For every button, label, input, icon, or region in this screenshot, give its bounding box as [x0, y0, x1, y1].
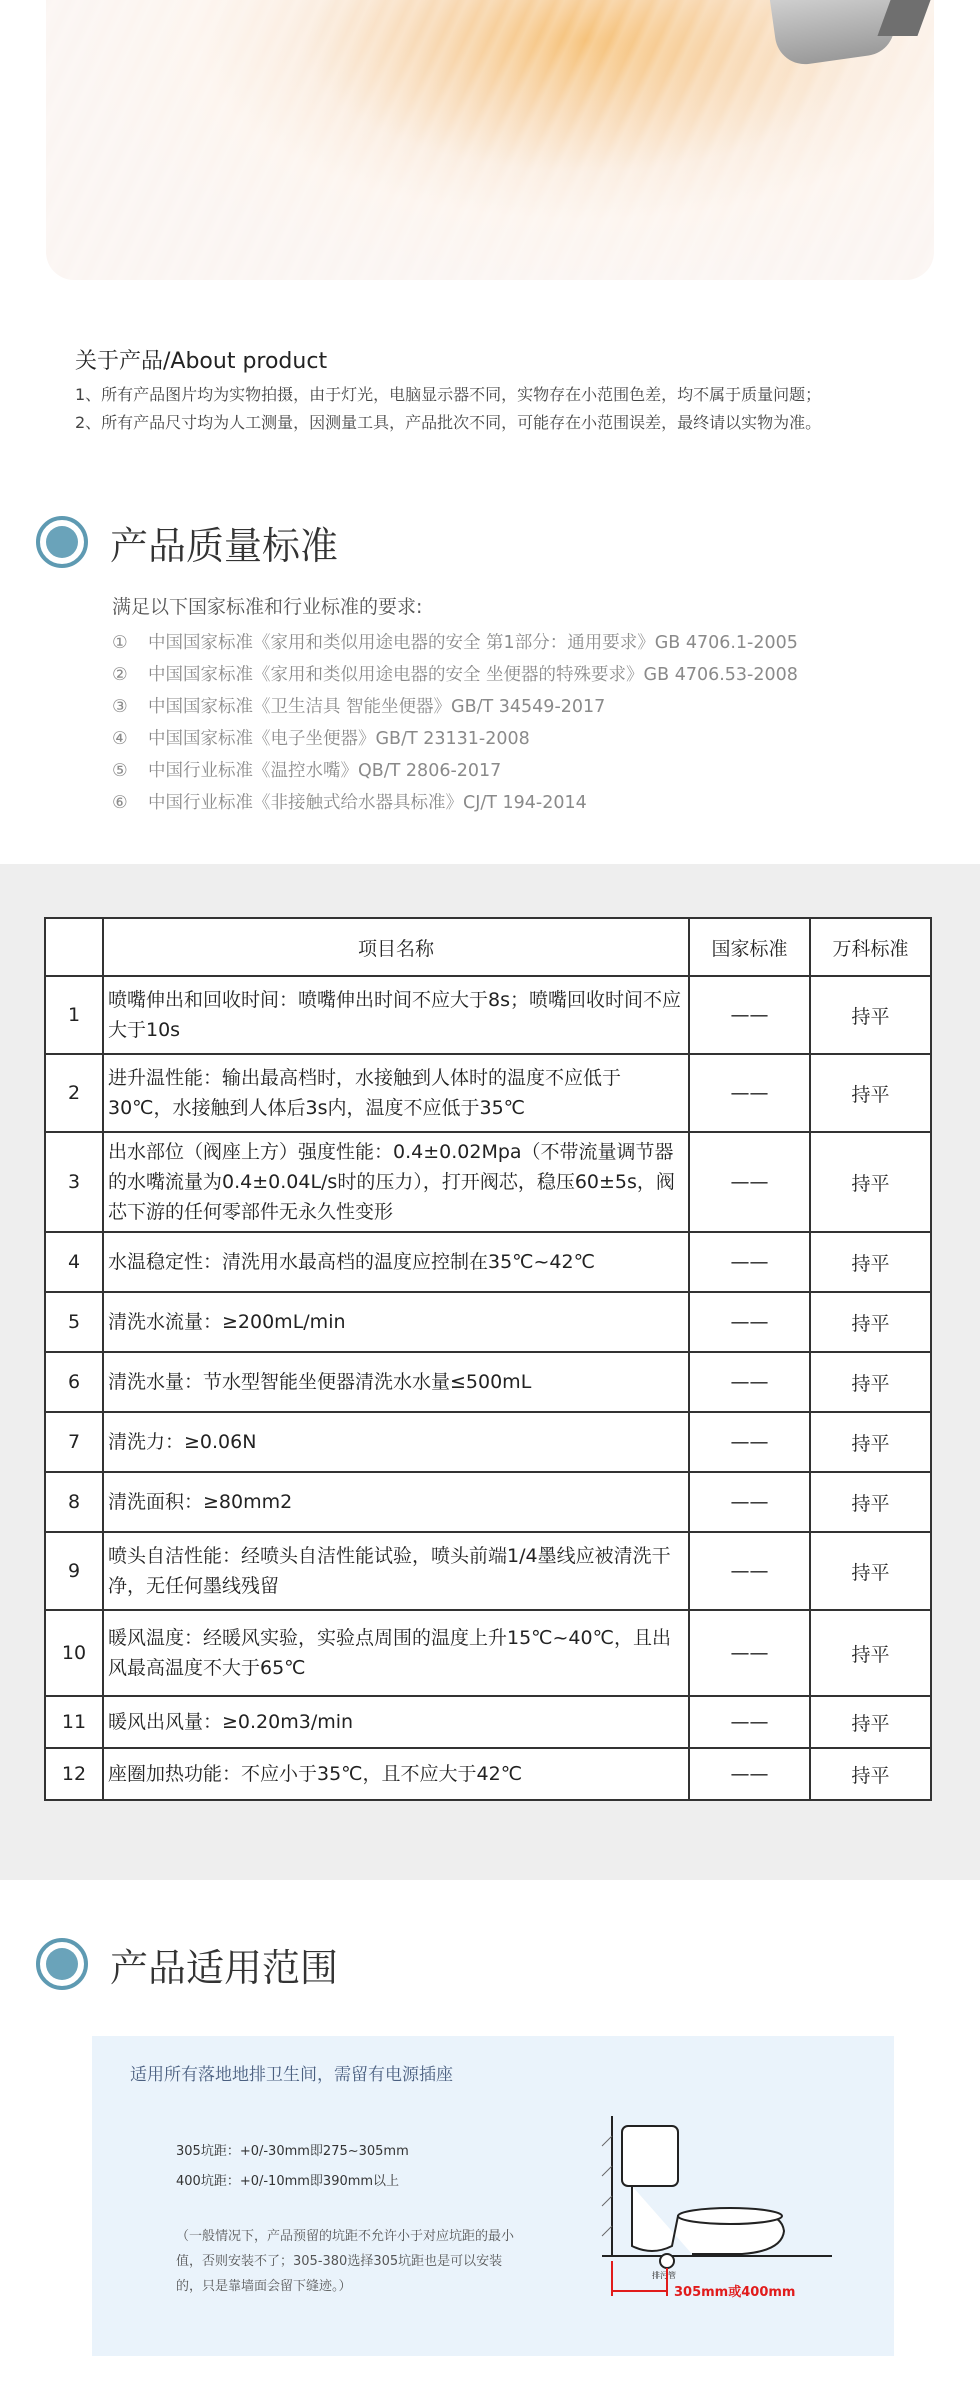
table-row: [45, 1532, 931, 1610]
section-ring-icon: [36, 516, 88, 568]
row-item-name: 进升温性能：输出最高档时，水接触到人体时的温度不应低于30℃，水接触到人体后3s内，温度不应低于35℃: [103, 1054, 689, 1132]
row-national-standard: ——: [689, 1412, 810, 1472]
standard-text: 中国国家标准《电子坐便器》GB/T 23131-2008: [148, 729, 530, 749]
row-vanke-standard: 持平: [810, 1610, 931, 1696]
row-number: 5: [45, 1292, 103, 1352]
tank-shape: [622, 2126, 678, 2186]
table-row: [45, 1292, 931, 1352]
row-vanke-standard: 持平: [810, 1292, 931, 1352]
table-row: [45, 1232, 931, 1292]
scope-305-line: 305坑距：+0/-30mm即275~305mm: [176, 2144, 409, 2159]
standard-item: [112, 627, 932, 659]
standard-number: ④: [112, 729, 128, 749]
row-national-standard: ——: [689, 1472, 810, 1532]
row-number: 12: [45, 1748, 103, 1800]
row-national-standard: ——: [689, 1132, 810, 1232]
scope-heading: 产品适用范围: [110, 1945, 339, 1990]
standard-item: [112, 755, 932, 787]
about-title: 关于产品/About product: [75, 349, 328, 374]
row-national-standard: ——: [689, 1748, 810, 1800]
table-row: [45, 1748, 931, 1800]
standard-number: ③: [112, 697, 128, 717]
row-item-name: 清洗水流量：≥200mL/min: [103, 1292, 689, 1352]
row-item-name: 暖风温度：经暖风实验，实验点周围的温度上升15℃~40℃，且出风最高温度不大于65℃: [103, 1610, 689, 1696]
row-vanke-standard: 持平: [810, 1232, 931, 1292]
standard-item: [112, 691, 932, 723]
row-national-standard: ——: [689, 1696, 810, 1748]
quality-heading: 产品质量标准: [110, 523, 339, 568]
row-number: 8: [45, 1472, 103, 1532]
standards-lead: 满足以下国家标准和行业标准的要求:: [112, 596, 423, 618]
hero-image: [46, 0, 934, 280]
standard-item: [112, 723, 932, 755]
row-national-standard: ——: [689, 1610, 810, 1696]
row-vanke-standard: 持平: [810, 1054, 931, 1132]
row-vanke-standard: 持平: [810, 1748, 931, 1800]
row-vanke-standard: 持平: [810, 1412, 931, 1472]
row-vanke-standard: 持平: [810, 976, 931, 1054]
row-vanke-standard: 持平: [810, 1696, 931, 1748]
header-name: 项目名称: [103, 918, 689, 976]
standard-item: [112, 659, 932, 691]
spec-table-area: [0, 864, 980, 1880]
standard-number: ⑤: [112, 761, 128, 781]
row-national-standard: ——: [689, 1532, 810, 1610]
header-vanke: 万科标准: [810, 918, 931, 976]
row-vanke-standard: 持平: [810, 1532, 931, 1610]
scope-panel: [92, 2036, 894, 2356]
row-item-name: 暖风出风量：≥0.20m3/min: [103, 1696, 689, 1748]
header-no: [45, 918, 103, 976]
table-row: [45, 1054, 931, 1132]
table-row: [45, 1352, 931, 1412]
row-item-name: 座圈加热功能：不应小于35℃，且不应大于42℃: [103, 1748, 689, 1800]
row-number: 1: [45, 976, 103, 1054]
standards-list: [112, 592, 932, 819]
standard-text: 中国国家标准《家用和类似用途电器的安全 坐便器的特殊要求》GB 4706.53-2008: [148, 665, 798, 685]
standard-number: ②: [112, 665, 128, 685]
table-row: [45, 1132, 931, 1232]
row-item-name: 喷头自洁性能：经喷头自洁性能试验，喷头前端1/4墨线应被清洗干净，无任何墨线残留: [103, 1532, 689, 1610]
row-item-name: 水温稳定性：清洗用水最高档的温度应控制在35℃~42℃: [103, 1232, 689, 1292]
row-vanke-standard: 持平: [810, 1132, 931, 1232]
row-national-standard: ——: [689, 1292, 810, 1352]
row-item-name: 喷嘴伸出和回收时间：喷嘴伸出时间不应大于8s；喷嘴回收时间不应大于10s: [103, 976, 689, 1054]
section-ring-icon: [36, 1938, 88, 1990]
row-national-standard: ——: [689, 976, 810, 1054]
spec-table: [44, 917, 932, 1801]
table-header-row: [45, 918, 931, 976]
drain-pipe: [660, 2254, 674, 2268]
about-line-2: 2、所有产品尺寸均为人工测量，因测量工具，产品批次不同，可能存在小范围误差，最终请以实物为准。: [75, 413, 822, 432]
about-product: [75, 344, 935, 437]
about-line-1: 1、所有产品图片均为实物拍摄，由于灯光，电脑显示器不同，实物存在小范围色差，均不属于质量问题；: [75, 385, 822, 404]
row-item-name: 出水部位（阀座上方）强度性能：0.4±0.02Mpa（不带流量调节器的水嘴流量为0.4±0.04L/s时的压力），打开阀芯，稳压60±5s，阀芯下游的任何零部件无永久性变形: [103, 1132, 689, 1232]
row-number: 11: [45, 1696, 103, 1748]
toilet-diagram: [592, 2106, 842, 2306]
standard-number: ⑥: [112, 793, 128, 813]
table-row: [45, 1610, 931, 1696]
standard-text: 中国行业标准《温控水嘴》QB/T 2806-2017: [148, 761, 502, 781]
table-row: [45, 1412, 931, 1472]
row-number: 2: [45, 1054, 103, 1132]
row-number: 9: [45, 1532, 103, 1610]
scope-400-line: 400坑距：+0/-10mm即390mm以上: [176, 2174, 400, 2189]
dimension-label: 305mm或400mm: [674, 2285, 796, 2300]
row-item-name: 清洗面积：≥80mm2: [103, 1472, 689, 1532]
header-national: 国家标准: [689, 918, 810, 976]
scope-subhead: 适用所有落地地排卫生间，需留有电源插座: [130, 2065, 453, 2085]
standard-text: 中国国家标准《家用和类似用途电器的安全 第1部分：通用要求》GB 4706.1-2005: [148, 633, 798, 653]
row-number: 4: [45, 1232, 103, 1292]
row-item-name: 清洗水量：节水型智能坐便器清洗水水量≤500mL: [103, 1352, 689, 1412]
row-national-standard: ——: [689, 1352, 810, 1412]
standard-number: ①: [112, 633, 128, 653]
row-national-standard: ——: [689, 1232, 810, 1292]
row-number: 3: [45, 1132, 103, 1232]
scope-section-header: [36, 1936, 338, 1992]
row-vanke-standard: 持平: [810, 1472, 931, 1532]
pipe-label: 排污管: [652, 2271, 676, 2280]
row-number: 7: [45, 1412, 103, 1472]
row-number: 10: [45, 1610, 103, 1696]
quality-section-header: [36, 514, 338, 570]
row-item-name: 清洗力：≥0.06N: [103, 1412, 689, 1472]
wall-hatch: [602, 2136, 612, 2236]
standard-text: 中国行业标准《非接触式给水器具标准》CJ/T 194-2014: [148, 793, 587, 813]
row-number: 6: [45, 1352, 103, 1412]
standard-text: 中国国家标准《卫生洁具 智能坐便器》GB/T 34549-2017: [148, 697, 606, 717]
scope-note: （一般情况下，产品预留的坑距不允许小于对应坑距的最小值，否则安装不了；305-380选择305坑距也是可以安装的，只是靠墙面会留下缝迹。）: [176, 2229, 515, 2294]
standard-item: [112, 787, 932, 819]
row-national-standard: ——: [689, 1054, 810, 1132]
table-row: [45, 1472, 931, 1532]
row-vanke-standard: 持平: [810, 1352, 931, 1412]
table-row: [45, 976, 931, 1054]
seat-shape: [678, 2208, 782, 2224]
table-row: [45, 1696, 931, 1748]
